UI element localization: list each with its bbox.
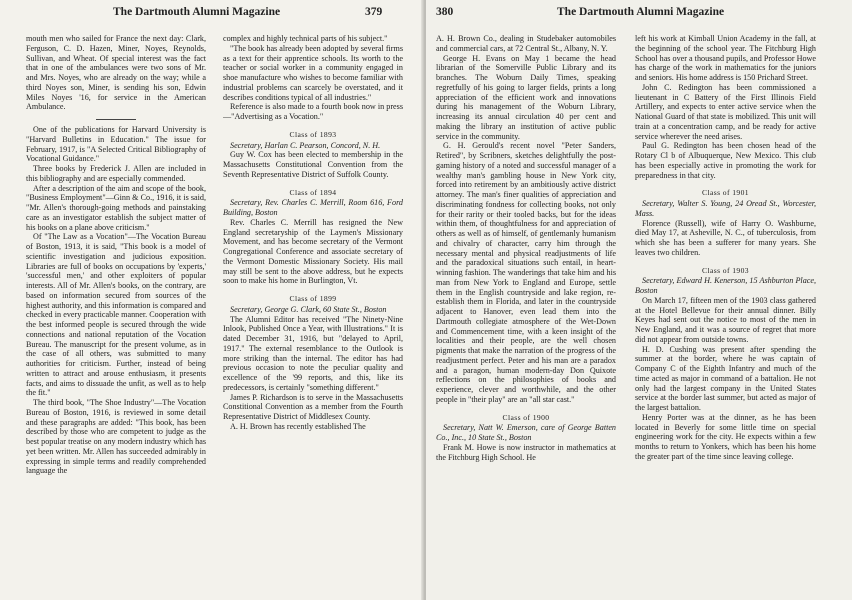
class-heading-1900: Class of 1900 xyxy=(502,412,550,422)
class-secretary-1894: Secretary, Rev. Charles C. Merrill, Room 616, Ford Building, Boston xyxy=(223,198,403,217)
right-column-2 xyxy=(635,34,816,598)
left-column-2 xyxy=(223,34,403,598)
paragraph: The Alumni Editor has received "The Ninety-Nine Inlook, Published Once a Year, with Illustrations." It is dated December 31, 1916, but "delayed to April, 1917." The external resemblance to the Outlook is more striking than the internal. The editor has had previous occasion to note the peculiar quality and excellence of the '99 reports, and this, like its predecessors, is certainly "something different." xyxy=(223,314,403,392)
class-secretary-1893: Secretary, Harlan C. Pearson, Concord, N. H. xyxy=(230,140,381,150)
paragraph: Paul G. Redington has been chosen head of the Rotary Cl b of Albuquerque, New Mexico. This club has been especially active in promoting the work for preparedness in that city. xyxy=(635,141,816,180)
paragraph: A. H. Brown Co., dealing in Studebaker automobiles and commercial cars, at 72 Central St., Albany, N. Y. xyxy=(436,34,616,53)
class-heading-1894: Class of 1894 xyxy=(289,187,337,197)
class-heading-1903: Class of 1903 xyxy=(702,265,749,275)
class-secretary-1903: Secretary, Edward H. Kenerson, 15 Ashburton Place, Boston xyxy=(635,276,816,295)
paragraph: Guy W. Cox has been elected to membership in the Massachusetts Constitutional Convention from the Seventh Representative District of Suffolk County. xyxy=(223,150,403,179)
paragraph: After a description of the aim and scope of the book, "Business Employment"—Ginn & Co., 1916, it is said, "Mr. Allen's thorough-going methods and painstaking care as an investigator establish the subject matter of his books on a plane above criticism." xyxy=(26,183,206,232)
right-page xyxy=(426,0,852,600)
paragraph: The third book, "The Shoe Industry"—The Vocation Bureau of Boston, 1916, is reviewed in some detail and these paragraphs are added: "This book, has been described by those who are competent to judge as the best popular treatise on any modern industry which has yet been written. Mr. Allen has succeeded admirably in expressing in simple terms and readily comprehended language the xyxy=(26,398,206,476)
left-column-1 xyxy=(26,34,206,598)
paragraph: complex and highly technical parts of his subject." xyxy=(223,34,388,43)
class-secretary-1901: Secretary, Walter S. Young, 24 Oread St., Worcester, Mass. xyxy=(635,199,816,218)
paragraph: H. D. Cushing was present after spending the summer at the border, where he was captain of Company C of the Eighth Infantry and much of the time acted as major in command of a battalion. He not only had the largest company in the United States service at the border last summer, but acted as major of the largest battalion. xyxy=(635,344,816,412)
class-heading-1899: Class of 1899 xyxy=(289,294,337,303)
paragraph: Of "The Law as a Vocation"—The Vocation Bureau of Boston, 1913, it is said, "This book is a model of scientific investigation and judicious exposition. Libraries are full of books on occupations by 'experts,' 'successful men,' and other exploiters of popular interests. All of Mr. Allen's books, on the contrary, are based on information secured from sources of the highest authority, and this information is compared and checked in every practicable manner. Cooperation with the best informed people is secured through the wide connections and national reputation of the Vocation Bureau. The manuscript for the present volume, as in the case of all others, was submitted to many authorities for criticism. Further, instead of being written to attract and arouse enthusiasm, it presents facts, and aims to dissuade the unfit, as well as to help the fit." xyxy=(26,232,206,398)
paragraph: mouth men who sailed for France the next day: Clark, Ferguson, C. D. Hazen, Miner, Noyes, Reynolds, Sullivan, and Wheat. Of special interest was the fact that in one of the ambulances were two sons of Mr. and Mrs. Noyes, who are already on the way; while a third Noyes son, Miner, is sending his son, Edwin Miles Noyes '16, for service in the American Ambulance. xyxy=(26,34,206,112)
paragraph: One of the publications for Harvard University is "Harvard Bulletins in Education." The issue for February, 1917, is "A Selected Critical Bibliography of Vocational Guidance." xyxy=(26,125,206,164)
paragraph: Henry Porter was at the dinner, as he has been located in Beverly for some little time on special engineering work for the city. He expects within a few months to return to Yonkers, which has been his home the greater part of the time since leaving college. xyxy=(635,412,816,461)
left-page-number: 379 xyxy=(365,6,383,18)
class-heading-1893: Class of 1893 xyxy=(289,129,337,139)
paragraph: Florence (Russell), wife of Harry O. Washburne, died May 17, at Asheville, N. C., of tuberculosis, from which she has been a sufferer for many years. She leaves two children. xyxy=(635,218,816,257)
paragraph: George H. Evans on May 1 became the head librarian of the Somerville Public Library and its branches. The Woburn Daily Times, speaking regretfully of his going to larger fields, prints a long appreciation of the efficient work and innovations during his management of the Woburn Library, increasing its annual circulation 40 per cent and making the library an institution of active public service in the community. xyxy=(436,53,616,141)
paragraph: A. H. Brown has recently established The xyxy=(230,421,366,431)
paragraph: "The book has already been adopted by several firms as a text for their apprentice schools. Its worth to the teacher or social worker in a community engaged in shoe manufacture who wishes to become familiar with industrial problems can scarcely be overstated, and it describes conditions typical of all industries." xyxy=(223,43,403,102)
section-divider xyxy=(96,119,136,120)
paragraph: left his work at Kimball Union Academy in the fall, at the beginning of the school year. The Fitchburg High School has over a thousand pupils, and Professor Howe has charge of the work in mathematics for the juniors and seniors. His home address is 150 Prichard Street. xyxy=(635,34,816,82)
paragraph: Frank M. Howe is now instructor in mathematics at the Fitchburg High School. He xyxy=(436,442,616,462)
left-page xyxy=(0,0,424,600)
right-column-1 xyxy=(436,34,616,598)
paragraph: G. H. Gerould's recent novel "Peter Sanders, Retired", by Scribners, sketches delightfully the post-gaming history of a noted and successful manager of a wealthy man's gambling house in New York city, forced into retirement by an ambitiously active district attorney. The man's finer qualities of appreciation and discriminating fondness for collecting books, not only for their rarity or their tooled backs, but for the ideas within them, of thoughtfulness for and appreciation of others as well as of himself, of gentlemanly humanism and chivalry of character, carry him through the necessary mental and physical readjustments of life and the paradoxical situations such entail, in heart-winning fashion. The wanderings that take him and his man from New York to England and Europe, settle them in the English countryside and lake region, re-establish them in Florida, and later in the countryside adjacent to Hanover, even lead them into the Dartmouth collegiate atmosphere of the Wet-Down and Commencement time, with a keen insight of the localities and their people, are the well chosen pigments that make the narration of the progress of the readjustment perfect. Peter and his man are a paradox and a paragon, human modern-day Don Quixote reflections on the philosophies of books and experience, clever and worthwhile, and the other people in "their play" are an "all star cast." xyxy=(436,141,616,404)
class-secretary-1899: Secretary, George G. Clark, 60 State St., Boston xyxy=(230,304,387,314)
paragraph: Three books by Frederick J. Allen are included in this bibliography and are especially commended. xyxy=(26,164,206,183)
class-secretary-1900: Secretary, Natt W. Emerson, care of George Batten Co., Inc., 10 State St., Boston xyxy=(436,423,616,442)
right-page-number: 380 xyxy=(436,6,454,18)
paragraph: Reference is also made to a fourth book now in press—"Advertising as a Vocation." xyxy=(223,102,403,121)
right-header-title: The Dartmouth Alumni Magazine xyxy=(557,6,725,18)
paragraph: On March 17, fifteen men of the 1903 class gathered at the Hotel Bellevue for their annual dinner. Billy Keyes had sent out the notice to most of the men in New England, and it was a source of regret that more did not appear from outside towns. xyxy=(635,295,816,344)
paragraph: Rev. Charles C. Merrill has resigned the New England secretaryship of the Laymen's Missionary Movement, and has become secretary of the Vermont Congregational Conference and associate secretary of the Vermont Domestic Missionary Society. His mail may still be sent to the above address, but he expects soon to make his home in Burlington, Vt. xyxy=(223,217,403,286)
class-heading-1901: Class of 1901 xyxy=(702,188,749,198)
paragraph: John C. Redington has been commissioned a lieutenant in C Battery of the First Illinois Field Artillery, and expects to enter active service when the National Guard of that state is mobilized. This unit will train at a concentration camp, and be ready for active service wherever the need arises. xyxy=(635,82,816,141)
left-header-title: The Dartmouth Alumni Magazine xyxy=(113,6,281,18)
paragraph: James P. Richardson is to serve in the Massachusetts Constitional Convention as a member from the Fourth Representative District of Middlesex County. xyxy=(223,392,403,421)
